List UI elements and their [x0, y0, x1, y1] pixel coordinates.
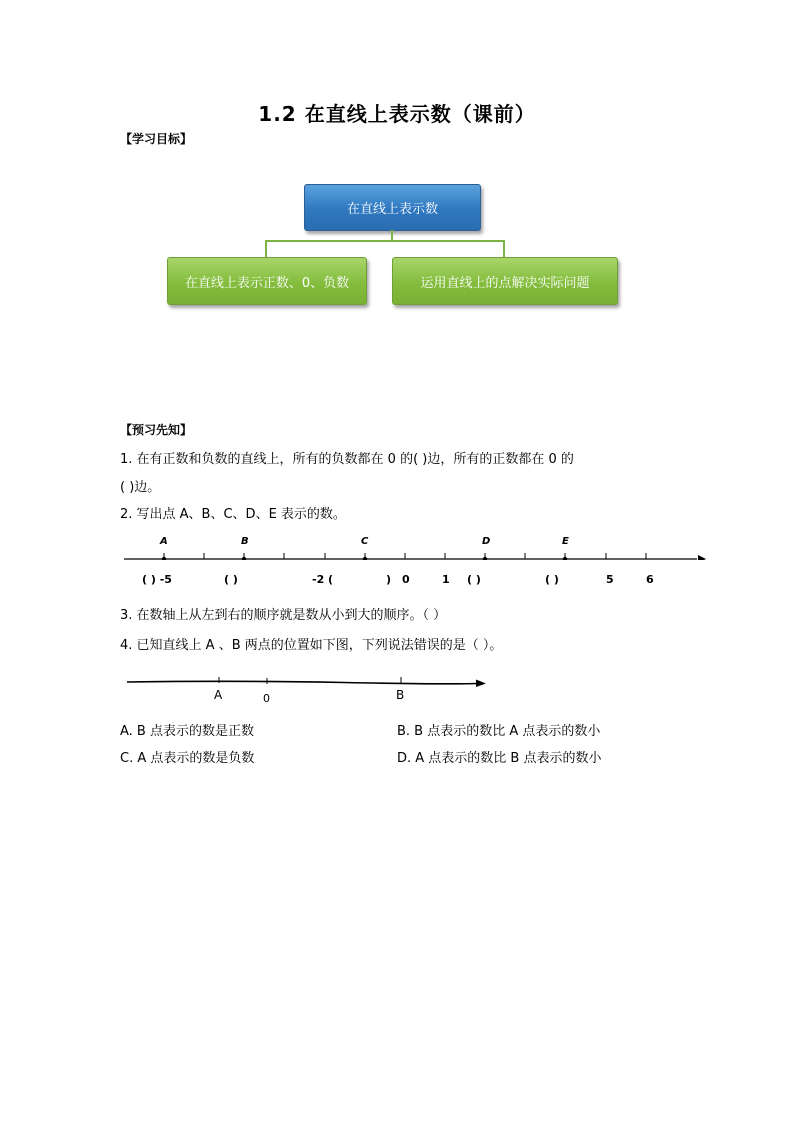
- section-preview-heading: 【预习先知】: [120, 423, 193, 437]
- question-2: 2. 写出点 A、B、C、D、E 表示的数。: [120, 507, 346, 522]
- point-c-label: C: [361, 536, 369, 547]
- zero-label: 0: [402, 573, 410, 586]
- page-title: 1.2 在直线上表示数（课前）: [258, 102, 536, 126]
- blank-a-and-minus-5: ( ) -5: [142, 573, 172, 586]
- option-c: C. A 点表示的数是负数: [120, 751, 255, 766]
- point-e-dot: [563, 557, 567, 560]
- option-b: B. B 点表示的数比 A 点表示的数小: [397, 724, 601, 739]
- diagram-connector-left: [265, 240, 267, 258]
- number-line-2-arrow: [476, 680, 486, 688]
- number-line-1: [120, 530, 710, 560]
- diagram-connector-right: [503, 240, 505, 258]
- blank-b: ( ): [224, 573, 238, 586]
- one-label: 1: [442, 573, 450, 586]
- line2-label-a: A: [214, 688, 223, 702]
- number-line-2: [124, 672, 494, 696]
- blank-e: ( ): [545, 573, 559, 586]
- question-3: 3. 在数轴上从左到右的顺序就是数从小到大的顺序。（ ）: [120, 608, 447, 623]
- blank-c-close: ): [386, 573, 392, 586]
- number-line-1-arrow: [698, 555, 706, 560]
- diagram-top-box: 在直线上表示数: [304, 184, 481, 231]
- point-a-dot: [162, 557, 166, 560]
- line2-label-0: 0: [263, 692, 270, 705]
- question-1-line-1: 1. 在有正数和负数的直线上，所有的负数都在 0 的( )边，所有的正数都在 0 的: [120, 452, 574, 467]
- option-d: D. A 点表示的数比 B 点表示的数小: [397, 751, 602, 766]
- section-goals-heading: 【学习目标】: [120, 132, 193, 146]
- minus-2-and-blank-c-open: -2 (: [312, 573, 334, 586]
- diagram-left-box: 在直线上表示正数、0、负数: [167, 257, 367, 305]
- point-d-dot: [483, 557, 487, 560]
- diagram-connector-horizontal: [265, 240, 505, 242]
- diagram-right-box: 运用直线上的点解决实际问题: [392, 257, 618, 305]
- question-4: 4. 已知直线上 A 、B 两点的位置如下图，下列说法错误的是（ ）。: [120, 638, 503, 653]
- number-line-2-axis: [127, 681, 479, 683]
- line2-label-b: B: [396, 688, 405, 702]
- point-b-label: B: [241, 536, 249, 547]
- option-a: A. B 点表示的数是正数: [120, 724, 254, 739]
- five-label: 5: [606, 573, 614, 586]
- blank-d: ( ): [467, 573, 481, 586]
- point-b-dot: [242, 557, 246, 560]
- question-1-line-2: ( )边。: [120, 480, 161, 495]
- six-label: 6: [646, 573, 654, 586]
- point-e-label: E: [562, 536, 569, 547]
- point-a-label: A: [160, 536, 168, 547]
- point-d-label: D: [482, 536, 491, 547]
- point-c-dot: [363, 557, 367, 560]
